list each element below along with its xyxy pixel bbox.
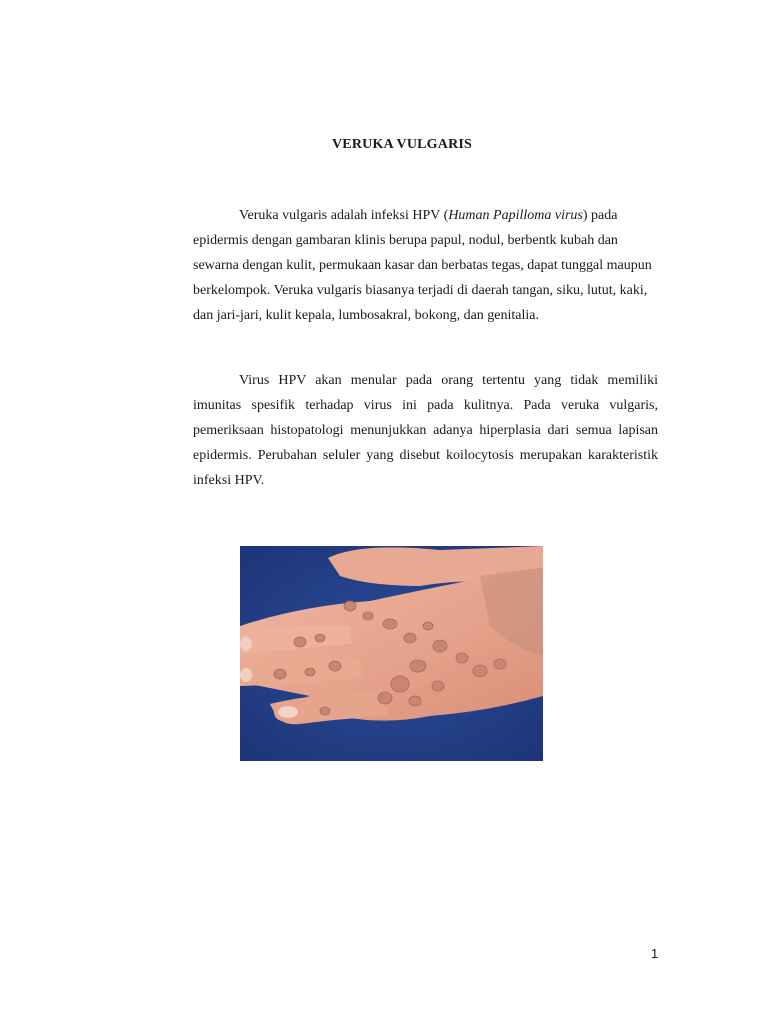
document-title: VERUKA VULGARIS — [331, 137, 473, 152]
paragraph-1-text-end: ) pada epidermis dengan gambaran klinis berupa papul, nodul, berbentk kubah dan sewarna dengan kulit, permukaan kasar dan berbatas tegas, dapat tunggal maupun berkelompok. Veruka vulgaris biasanya terjadi di daerah tangan, siku, lutut, kaki, dan jari-jari, kulit kepala, lumbosakral, bokong, dan genitalia. — [193, 208, 652, 323]
paragraph-1 — [193, 203, 658, 328]
paragraph-1-text-start: Veruka vulgaris adalah infeksi HPV ( — [239, 208, 449, 223]
hand-warts-photo — [240, 546, 543, 761]
paragraph-2-text: Virus HPV akan menular pada orang tertentu yang tidak memiliki imunitas spesifik terhadap virus ini pada kulitnya. Pada veruka vulgaris, pemeriksaan histopatologi menunjukkan adanya hiperplasia dari semua lapisan epidermis. Perubahan seluler yang disebut koilocytosis merupakan karakteristik infeksi HPV. — [193, 373, 658, 488]
paragraph-2 — [193, 368, 658, 493]
paragraph-1-italic-term: Human Papilloma virus — [448, 208, 583, 223]
page-number: 1 — [651, 946, 659, 961]
hand-warts-illustration — [240, 546, 543, 761]
